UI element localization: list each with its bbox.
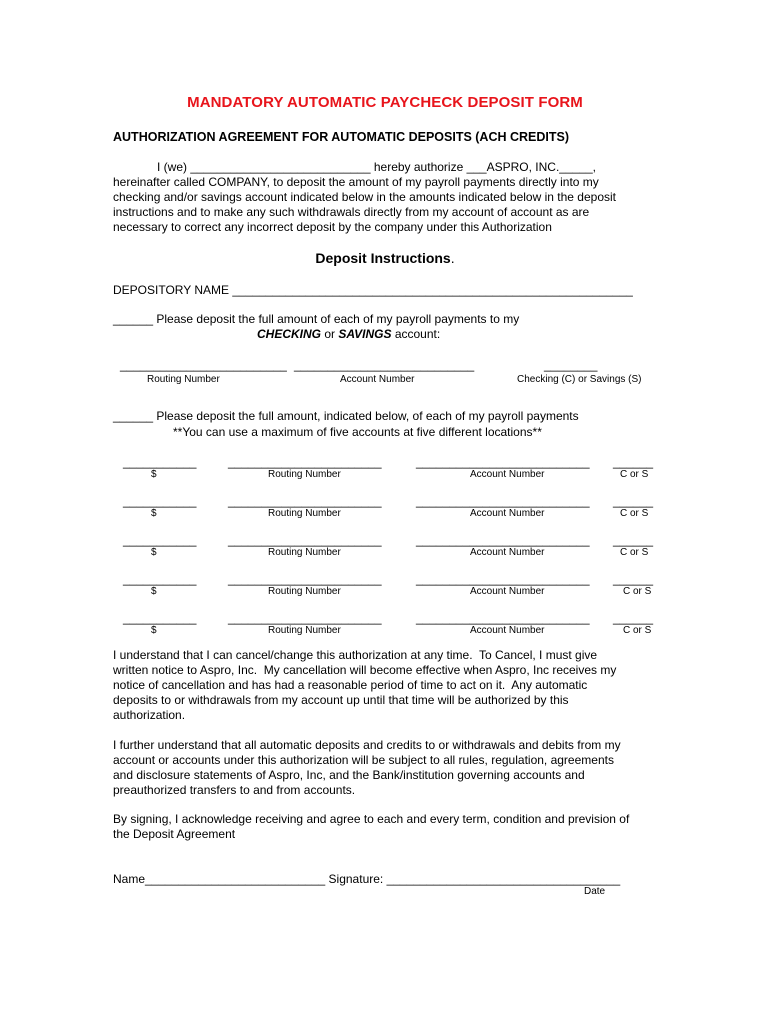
account-type-label: Checking (C) or Savings (S) (517, 374, 642, 385)
account-number-field[interactable]: __________________________ (416, 494, 590, 508)
date-label: Date (584, 886, 606, 897)
account-number-field[interactable]: __________________________ (416, 455, 590, 469)
routing-number-label: Routing Number (147, 374, 220, 385)
account-type-field[interactable]: ______ (613, 572, 654, 586)
account-type-field[interactable]: ______ (613, 494, 654, 508)
auth-line-4: instructions and to make any such withdrawals directly from my account of account as are (113, 205, 590, 219)
account-text: account: (391, 327, 441, 341)
account-type-label: C or S (620, 469, 649, 480)
amount-field[interactable]: ___________ (123, 494, 197, 508)
further-line-3: and disclosure statements of Aspro, Inc, and the Bank/institution governing accounts and (113, 768, 585, 782)
depository-name-field[interactable]: DEPOSITORY NAME ____________________________________________________________ (113, 283, 633, 297)
account-type-field[interactable]: ______ (613, 455, 654, 469)
auth-line-2: hereinafter called COMPANY, to deposit the amount of my payroll payments directly into my (113, 175, 599, 189)
amount-field[interactable]: ___________ (123, 455, 197, 469)
multiple-accounts-note: **You can use a maximum of five accounts at five different locations** (173, 425, 542, 439)
signing-line-2: the Deposit Agreement (113, 827, 236, 841)
account-number-field[interactable]: __________________________ (416, 572, 590, 586)
auth-line-3: checking and/or savings account indicated below in the amounts indicated below in the deposit (113, 190, 616, 204)
account-number-field[interactable]: __________________________ (416, 611, 590, 625)
amount-label: $ (151, 586, 157, 597)
account-number-label: Account Number (470, 625, 545, 636)
account-type-field[interactable]: ______ (613, 533, 654, 547)
routing-number-field[interactable]: _______________________ (228, 572, 382, 586)
amount-label: $ (151, 508, 157, 519)
routing-number-field[interactable]: _______________________ (228, 455, 382, 469)
routing-number-label: Routing Number (268, 625, 341, 636)
account-type-label: C or S (620, 508, 649, 519)
account-number-label: Account Number (470, 547, 545, 558)
deposit-heading-period: . (450, 250, 455, 266)
further-line-2: account or accounts under this authorization will be subject to all rules, regulation, agreements (113, 753, 614, 767)
routing-number-label: Routing Number (268, 469, 341, 480)
checking-label: CHECKING (257, 327, 322, 341)
account-number-label: Account Number (470, 586, 545, 597)
routing-number-field[interactable]: _______________________ (228, 533, 382, 547)
deposit-heading (0, 250, 770, 266)
page-title: MANDATORY AUTOMATIC PAYCHECK DEPOSIT FORM (187, 94, 583, 111)
understand-line-4: deposits to or withdrawals from my account up until that time will be authorized by this (113, 693, 569, 707)
further-line-4: preauthorized transfers to and from accounts. (113, 783, 356, 797)
account-number-field[interactable]: ___________________________ (294, 358, 475, 372)
further-line-1: I further understand that all automatic deposits and credits to or withdrawals and debits from my (113, 738, 621, 752)
routing-number-label: Routing Number (268, 547, 341, 558)
understand-line-1: I understand that I can cancel/change this authorization at any time. To Cancel, I must give (113, 648, 598, 662)
account-type-field[interactable]: ________ (544, 358, 598, 372)
routing-number-field[interactable]: _______________________ (228, 611, 382, 625)
account-number-label: Account Number (470, 469, 545, 480)
auth-line-1: I (we) ___________________________ hereby authorize ___ASPRO, INC._____, (157, 160, 596, 174)
routing-number-label: Routing Number (268, 508, 341, 519)
understand-line-2: written notice to Aspro, Inc. My cancellation will become effective when Aspro, Inc receives my (113, 663, 617, 677)
amount-label: $ (151, 625, 157, 636)
or-text: or (321, 327, 339, 341)
option-multiple-accounts[interactable]: ______ Please deposit the full amount, indicated below, of each of my payroll payments (113, 409, 579, 423)
amount-field[interactable]: ___________ (123, 611, 197, 625)
routing-number-field[interactable]: _________________________ (120, 358, 287, 372)
account-type-line (257, 327, 440, 341)
signing-line-1: By signing, I acknowledge receiving and agree to each and every term, condition and prevision of (113, 812, 630, 826)
savings-label: SAVINGS (338, 327, 392, 341)
understand-line-3: notice of cancellation and has had a reasonable period of time to act on it. Any automatic (113, 678, 588, 692)
section-subtitle: AUTHORIZATION AGREEMENT FOR AUTOMATIC DEPOSITS (ACH CREDITS) (113, 130, 570, 144)
routing-number-field[interactable]: _______________________ (228, 494, 382, 508)
routing-number-label: Routing Number (268, 586, 341, 597)
account-type-label: C or S (623, 625, 652, 636)
option-full-amount-one-account[interactable]: ______ Please deposit the full amount of each of my payroll payments to my (113, 312, 520, 326)
account-type-label: C or S (620, 547, 649, 558)
account-number-label: Account Number (340, 374, 415, 385)
amount-field[interactable]: ___________ (123, 533, 197, 547)
name-signature-field[interactable]: Name___________________________ Signature: ___________________________________ (113, 872, 621, 886)
account-number-label: Account Number (470, 508, 545, 519)
account-type-field[interactable]: ______ (613, 611, 654, 625)
auth-line-5: necessary to correct any incorrect deposit by the company under this Authorization (113, 220, 552, 234)
account-type-label: C or S (623, 586, 652, 597)
amount-label: $ (151, 547, 157, 558)
amount-label: $ (151, 469, 157, 480)
amount-field[interactable]: ___________ (123, 572, 197, 586)
deposit-heading-text: Deposit Instructions (315, 250, 451, 266)
understand-line-5: authorization. (113, 708, 186, 722)
account-number-field[interactable]: __________________________ (416, 533, 590, 547)
